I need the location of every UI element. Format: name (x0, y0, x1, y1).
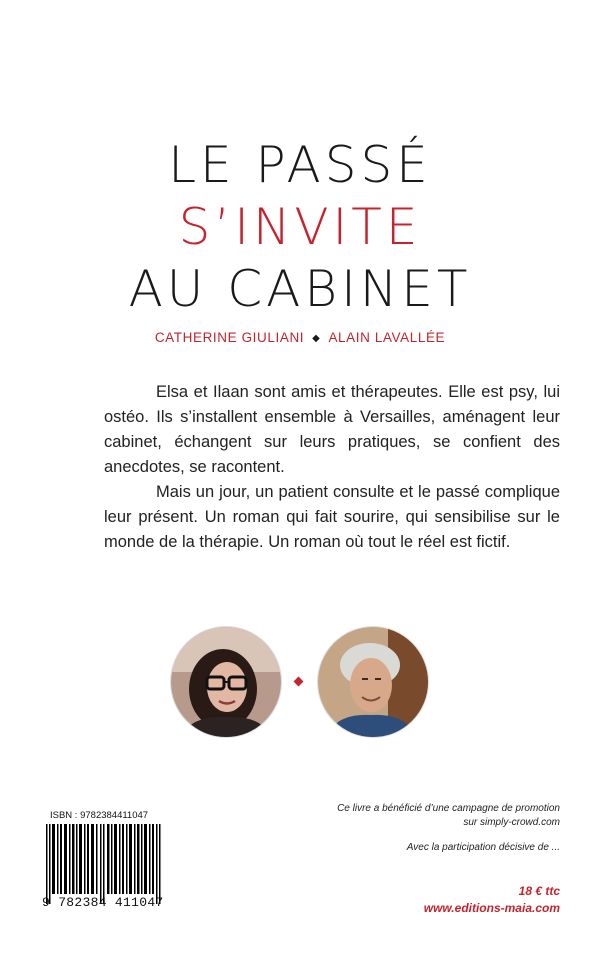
promo-line-2: sur simply-crowd.com (463, 817, 560, 828)
participation-note: Avec la participation décisive de ... (406, 842, 560, 853)
title-line-1: LE PASSÉ (168, 136, 432, 194)
price: 18 € ttc (518, 884, 560, 898)
author-separator-icon: ◆ (312, 333, 321, 344)
publisher-website: www.editions-maia.com (423, 901, 560, 915)
authors-line (0, 330, 600, 345)
barcode (46, 824, 166, 904)
diamond-icon (294, 677, 304, 687)
author-2: ALAIN LAVALLÉE (328, 330, 446, 345)
promo-note (337, 802, 560, 830)
isbn-label: ISBN : 9782384411047 (50, 810, 149, 821)
title-line-3: AU CABINET (128, 260, 472, 318)
blurb-paragraph-1: Elsa et Ilaan sont amis et thérapeutes. Elle est psy, lui ostéo. Ils s’installent ensemble à Versailles, aménagent leur cabinet, échangent sur leurs pratiques, se confient des anecdotes, se racontent. (104, 383, 560, 476)
author-1: CATHERINE GIULIANI (154, 330, 305, 345)
title-line-2: S’INVITE (178, 198, 422, 256)
back-cover-blurb (104, 380, 560, 555)
promo-line-1: Ce livre a bénéficié d’une campagne de promotion (337, 803, 560, 814)
author-photo-man (318, 627, 428, 737)
blurb-paragraph-2: Mais un jour, un patient consulte et le passé complique leur présent. Un roman qui fait sourire, qui sensibilise sur le monde de la thérapie. Un roman où tout le réel est fictif. (104, 483, 560, 551)
barcode-digits: 9 782384 411047 (42, 895, 164, 910)
author-photo-woman (171, 627, 281, 737)
